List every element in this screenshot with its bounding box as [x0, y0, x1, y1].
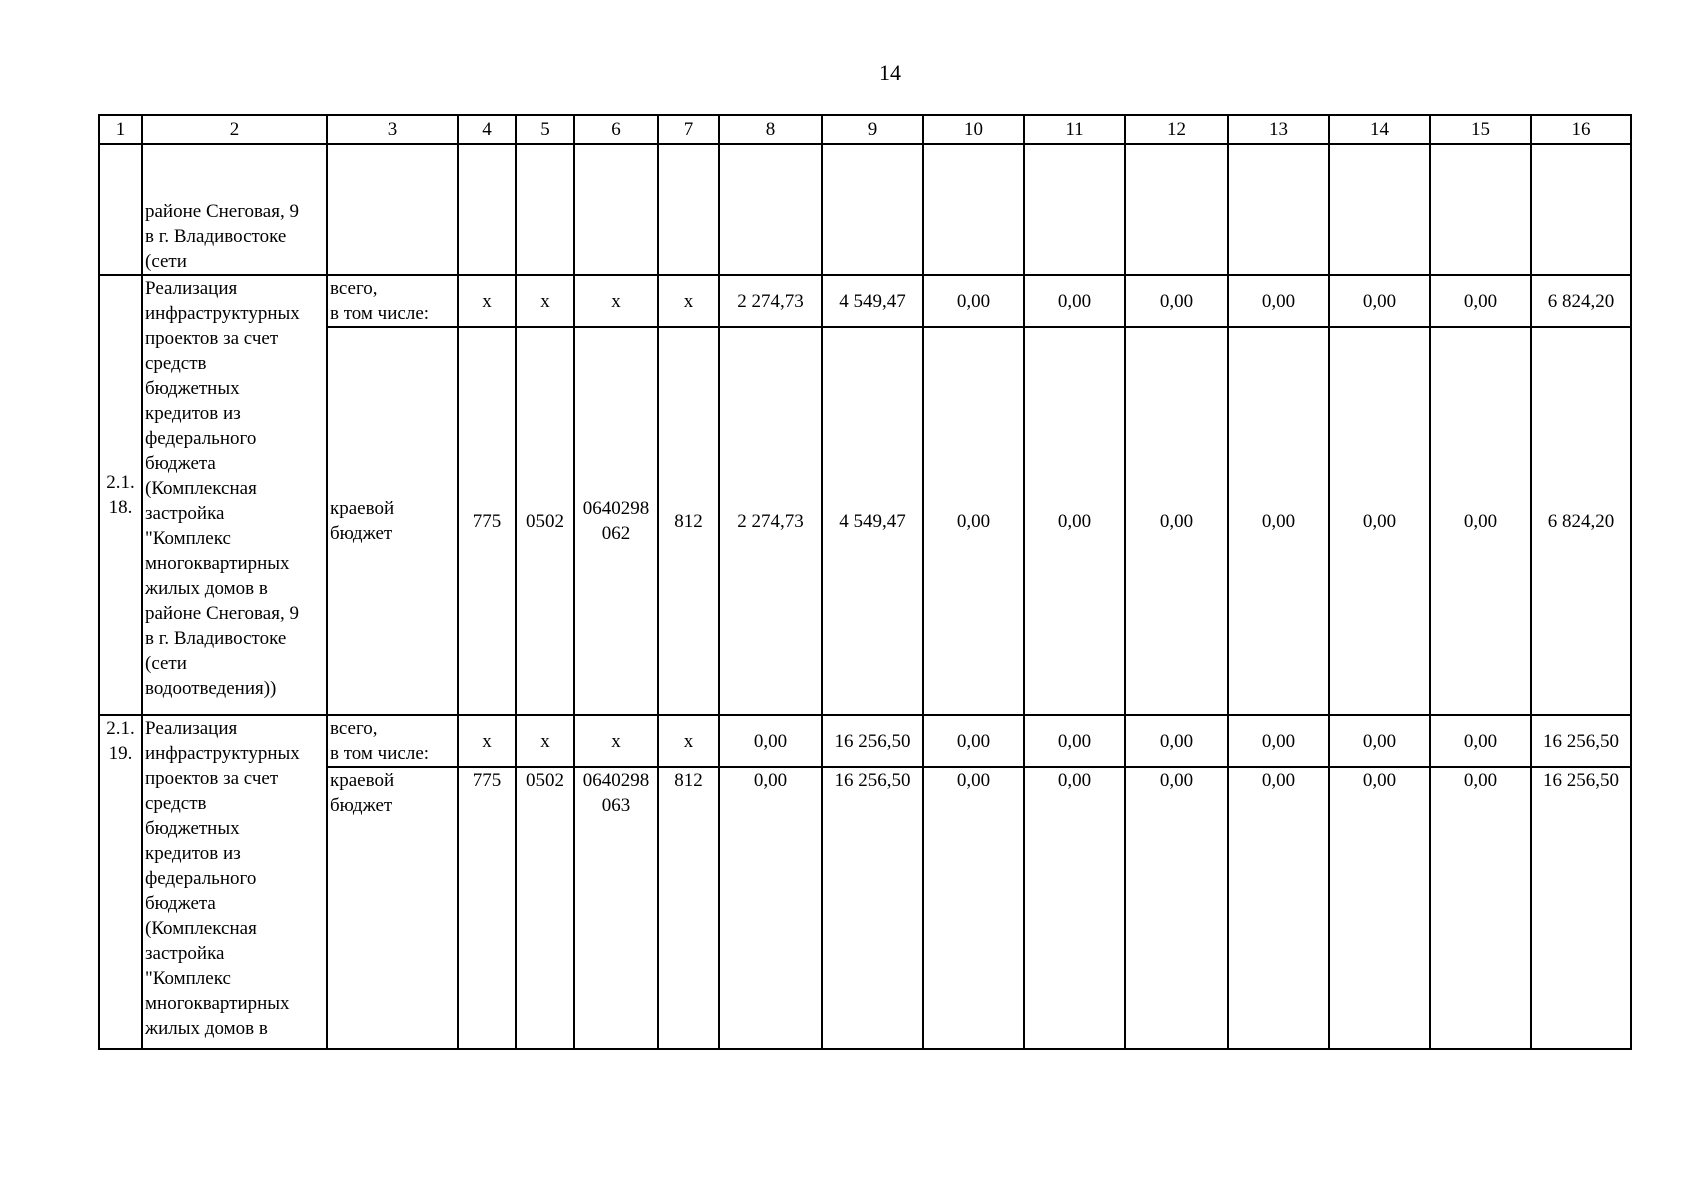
amount-cell: 0,00	[1329, 715, 1430, 767]
col7-value: 812	[658, 767, 719, 1049]
amount-cell: 0,00	[1430, 275, 1531, 327]
col6-value: x	[574, 275, 658, 327]
item-name-continuation: районе Снеговая, 9 в г. Владивостоке (сети	[142, 144, 327, 275]
column-header: 5	[516, 115, 574, 144]
table-row-2-1-19-regional	[99, 767, 1631, 1049]
column-header: 11	[1024, 115, 1125, 144]
amount-cell: 0,00	[1329, 767, 1430, 1049]
col4-value: 775	[458, 327, 516, 715]
col5-value: x	[516, 715, 574, 767]
item-name: Реализация инфраструктурных проектов за счет средств бюджетных кредитов из федерального бюджета (Комплексная застройка "Комплекс многоквартирных жилых домов в	[142, 715, 327, 1049]
column-header: 2	[142, 115, 327, 144]
table-cell	[1125, 144, 1228, 275]
column-header: 6	[574, 115, 658, 144]
item-name: Реализация инфраструктурных проектов за счет средств бюджетных кредитов из федерального бюджета (Комплексная застройка "Комплекс многоквартирных жилых домов в районе Снеговая, 9 в г. Владивостоке (сети водоотведения))	[142, 275, 327, 715]
amount-cell: 16 256,50	[822, 715, 923, 767]
table-row-2-1-18-total	[99, 275, 1631, 327]
amount-cell: 6 824,20	[1531, 327, 1631, 715]
column-header: 3	[327, 115, 458, 144]
col4-value: x	[458, 275, 516, 327]
col7-value: 812	[658, 327, 719, 715]
table-cell	[516, 144, 574, 275]
amount-cell: 0,00	[1024, 327, 1125, 715]
column-header: 14	[1329, 115, 1430, 144]
amount-cell: 0,00	[1228, 715, 1329, 767]
table-cell	[1329, 144, 1430, 275]
column-header: 4	[458, 115, 516, 144]
amount-cell: 0,00	[923, 715, 1024, 767]
table-row-2-1-19-total	[99, 715, 1631, 767]
table-cell	[458, 144, 516, 275]
table-cell	[327, 144, 458, 275]
amount-cell: 0,00	[1024, 275, 1125, 327]
table-row-2-1-18-regional	[99, 327, 1631, 715]
funding-source: краевой бюджет	[327, 327, 458, 715]
amount-cell: 2 274,73	[719, 275, 822, 327]
column-header: 7	[658, 115, 719, 144]
table-row-continuation	[99, 144, 1631, 275]
amount-cell: 0,00	[1228, 275, 1329, 327]
table-cell	[99, 144, 142, 275]
column-header: 13	[1228, 115, 1329, 144]
amount-cell: 0,00	[1125, 327, 1228, 715]
funding-source: краевой бюджет	[327, 767, 458, 1049]
amount-cell: 0,00	[1430, 715, 1531, 767]
column-header: 1	[99, 115, 142, 144]
col4-value: 775	[458, 767, 516, 1049]
item-number: 2.1. 18.	[99, 275, 142, 715]
amount-cell: 0,00	[719, 767, 822, 1049]
column-header: 8	[719, 115, 822, 144]
amount-cell: 0,00	[1329, 275, 1430, 327]
column-header: 15	[1430, 115, 1531, 144]
col5-value: x	[516, 275, 574, 327]
table-cell	[1531, 144, 1631, 275]
col6-value: 0640298 062	[574, 327, 658, 715]
amount-cell: 16 256,50	[1531, 715, 1631, 767]
amount-cell: 2 274,73	[719, 327, 822, 715]
amount-cell: 4 549,47	[822, 327, 923, 715]
table-cell	[923, 144, 1024, 275]
column-header: 10	[923, 115, 1024, 144]
column-header: 9	[822, 115, 923, 144]
amount-cell: 4 549,47	[822, 275, 923, 327]
amount-cell: 0,00	[1430, 327, 1531, 715]
col7-value: x	[658, 275, 719, 327]
amount-cell: 6 824,20	[1531, 275, 1631, 327]
amount-cell: 0,00	[1430, 767, 1531, 1049]
column-number-row	[99, 115, 1631, 144]
amount-cell: 0,00	[1125, 275, 1228, 327]
col6-value: x	[574, 715, 658, 767]
amount-cell: 0,00	[1329, 327, 1430, 715]
table-cell	[1228, 144, 1329, 275]
amount-cell: 16 256,50	[822, 767, 923, 1049]
amount-cell: 0,00	[1024, 715, 1125, 767]
budget-table	[98, 114, 1632, 1050]
funding-source: всего, в том числе:	[327, 275, 458, 327]
table-cell	[822, 144, 923, 275]
amount-cell: 0,00	[1228, 327, 1329, 715]
amount-cell: 16 256,50	[1531, 767, 1631, 1049]
amount-cell: 0,00	[923, 275, 1024, 327]
table-cell	[1430, 144, 1531, 275]
column-header: 12	[1125, 115, 1228, 144]
amount-cell: 0,00	[923, 327, 1024, 715]
item-number: 2.1. 19.	[99, 715, 142, 1049]
col6-value: 0640298 063	[574, 767, 658, 1049]
table-cell	[1024, 144, 1125, 275]
table-cell	[574, 144, 658, 275]
amount-cell: 0,00	[1125, 715, 1228, 767]
col5-value: 0502	[516, 767, 574, 1049]
col4-value: x	[458, 715, 516, 767]
amount-cell: 0,00	[1125, 767, 1228, 1049]
table-cell	[658, 144, 719, 275]
amount-cell: 0,00	[1228, 767, 1329, 1049]
page-number: 14	[879, 60, 901, 85]
amount-cell: 0,00	[1024, 767, 1125, 1049]
column-header: 16	[1531, 115, 1631, 144]
table-cell	[719, 144, 822, 275]
col7-value: x	[658, 715, 719, 767]
funding-source: всего, в том числе:	[327, 715, 458, 767]
col5-value: 0502	[516, 327, 574, 715]
amount-cell: 0,00	[719, 715, 822, 767]
amount-cell: 0,00	[923, 767, 1024, 1049]
